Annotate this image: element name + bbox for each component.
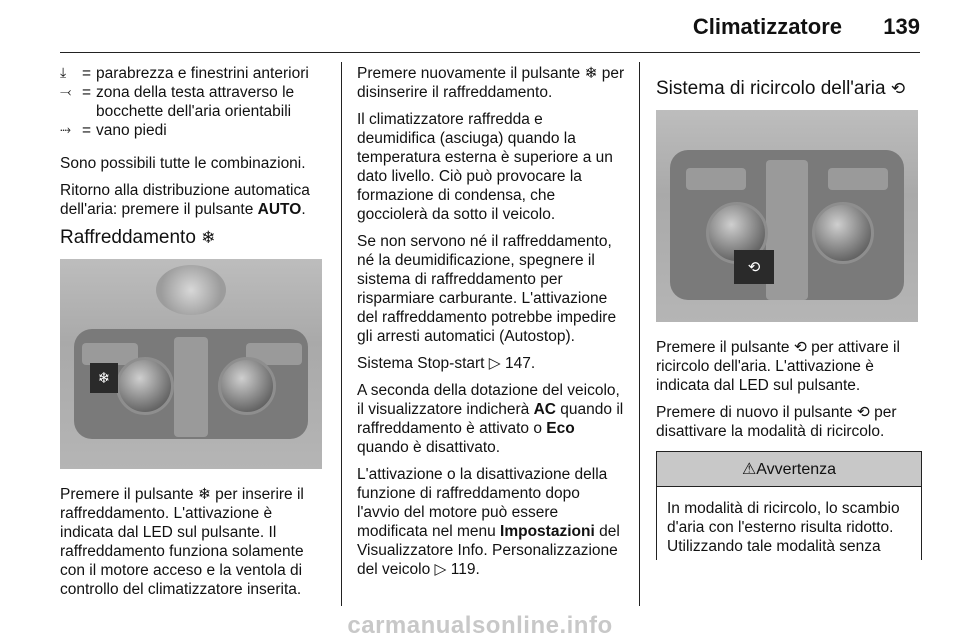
warning-header: ⚠Avvertenza bbox=[657, 452, 921, 487]
paragraph: Premere il pulsante ❄ per inserire il raffreddamento. L'attivazione è indicata dal LED sul pulsante. Il raffreddamento funziona solamente con il motore acceso e la ventola di controllo del climatizzatore inserita. bbox=[60, 485, 304, 598]
recirculation-panel-photo bbox=[656, 110, 918, 322]
climate-panel-photo bbox=[60, 259, 322, 469]
airflow-definitions bbox=[60, 64, 328, 140]
warning-text: In modalità di ricircolo, lo scambio d'aria con l'esterno risulta ridotto. Utilizzando tale modalità senza bbox=[667, 500, 900, 555]
definition-row: ⤑ = vano piedi bbox=[60, 121, 328, 140]
warning-box bbox=[656, 451, 922, 560]
recirculation-icon: ⟲ bbox=[793, 338, 807, 356]
page-ref[interactable]: 119 bbox=[450, 561, 476, 578]
definition-row: ⤓ = parabrezza e finestrini anteriori bbox=[60, 64, 328, 83]
paragraph: Premere di nuovo il pulsante ⟲ per disattivare la modalità di ricircolo. bbox=[656, 403, 897, 440]
snowflake-icon: ❄ bbox=[584, 64, 598, 82]
paragraph: Il climatizzatore raffredda e deumidifica (asciuga) quando la temperatura esterna è superiore a un dato livello. Ciò può provocare la formazione di condensa, che gocciolerà da sotto il veicolo. bbox=[357, 111, 613, 223]
paragraph: Sono possibili tutte le combinazioni. bbox=[60, 155, 306, 172]
definition-row: ⤙ = zona della testa attraverso le bocchette dell'aria orientabili bbox=[60, 83, 328, 121]
watermark: carmanualsonline.info bbox=[347, 612, 613, 639]
page-ref-icon: ▷ bbox=[488, 354, 501, 372]
section-heading-recirculation: Sistema di ricircolo dell'aria ⟲ bbox=[656, 78, 906, 99]
snowflake-icon: ❄ bbox=[197, 485, 211, 503]
header-rule bbox=[60, 52, 920, 53]
paragraph: Se non servono né il raffreddamento, né la deumidificazione, spegnere il sistema di raffreddamento per risparmiare carburante. L'attivazione del raffreddamento potrebbe impedire gli arresti automatici (Autostop). bbox=[357, 233, 617, 345]
recirculation-icon: ⟲ bbox=[890, 79, 906, 99]
page-ref-icon: ▷ bbox=[434, 560, 447, 578]
column-divider bbox=[341, 62, 342, 606]
section-heading-cooling: Raffreddamento ❄ bbox=[60, 227, 216, 248]
column-1 bbox=[60, 64, 328, 607]
page-header bbox=[0, 0, 960, 60]
recirculation-icon: ⟲ bbox=[856, 403, 870, 421]
paragraph: Premere nuovamente il pulsante ❄ per disinserire il raffreddamento. bbox=[357, 64, 625, 101]
snowflake-icon: ❄ bbox=[201, 228, 216, 248]
head-airflow-icon: ⤙ bbox=[60, 84, 72, 100]
windscreen-airflow-icon: ⤓ bbox=[60, 65, 67, 81]
column-divider bbox=[639, 62, 640, 606]
page-number: 139 bbox=[883, 14, 920, 39]
snowflake-icon: ❄ bbox=[90, 363, 118, 393]
column-2 bbox=[357, 64, 625, 587]
paragraph: Premere il pulsante ⟲ per attivare il ricircolo dell'aria. L'attivazione è indicata dal LED sul pulsante. bbox=[656, 338, 900, 394]
paragraph: A seconda della dotazione del veicolo, il visualizzatore indicherà AC quando il raffreddamento è attivato o Eco quando è disattivato. bbox=[357, 382, 624, 456]
recirculation-icon: ⟲ bbox=[734, 250, 774, 284]
definition-text: zona della testa attraverso le bocchette dell'aria orientabili bbox=[96, 84, 295, 120]
page-ref[interactable]: 147 bbox=[505, 355, 531, 372]
paragraph: L'attivazione o la disattivazione della funzione di raffreddamento dopo l'avvio del motore può essere modificata nel menu Impostazioni del Visualizzatore Info. Personalizzazione del veicolo ▷ 119. bbox=[357, 466, 620, 578]
definition-text: vano piedi bbox=[96, 122, 167, 139]
footwell-airflow-icon: ⤑ bbox=[60, 122, 72, 138]
page-title: Climatizzatore bbox=[692, 14, 842, 39]
warning-icon: ⚠ bbox=[741, 459, 757, 478]
column-3 bbox=[656, 64, 922, 560]
paragraph: Sistema Stop-start ▷ 147. bbox=[357, 354, 536, 372]
definition-text: parabrezza e finestrini anteriori bbox=[96, 65, 309, 82]
paragraph: Ritorno alla distribuzione automatica dell'aria: premere il pulsante AUTO. bbox=[60, 182, 310, 218]
